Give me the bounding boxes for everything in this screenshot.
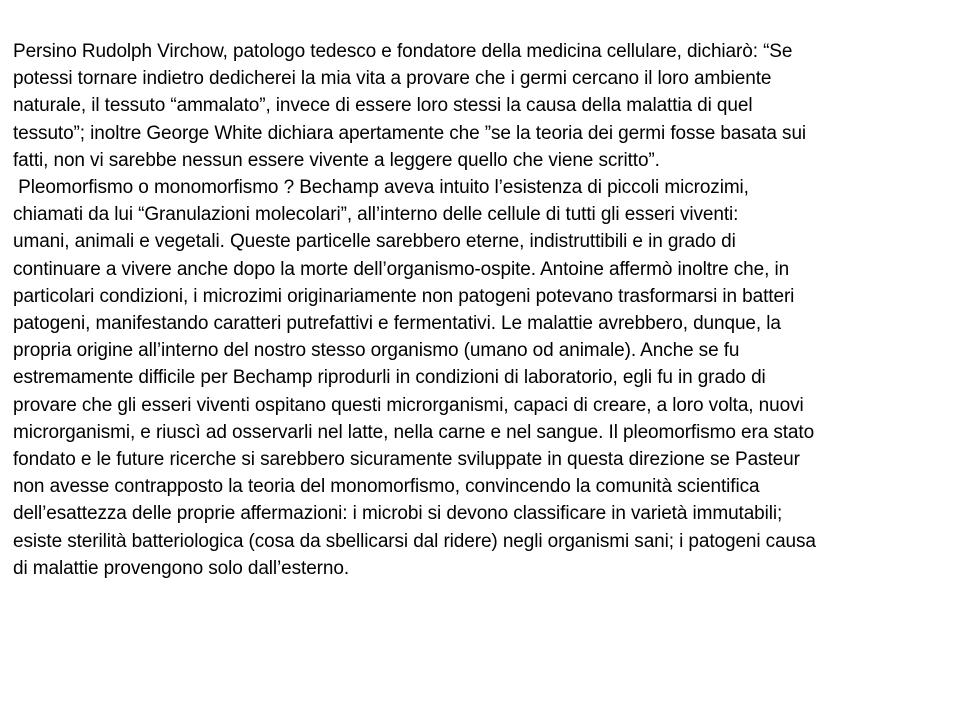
text-line: non avesse contrapposto la teoria del monomorfismo, convincendo la comunità scientifica [13, 476, 760, 498]
text-line: esiste sterilità batteriologica (cosa da sbellicarsi dal ridere) negli organismi sani; i patogeni causa [13, 530, 816, 552]
text-line: chiamati da lui “Granulazioni molecolari”, all’interno delle cellule di tutti gli esseri viventi: [13, 204, 739, 226]
text-line: propria origine all’interno del nostro stesso organismo (umano od animale). Anche se fu [13, 340, 740, 362]
text-line: patogeni, manifestando caratteri putrefattivi e fermentativi. Le malattie avrebbero, dunque, la [13, 313, 781, 335]
text-line: naturale, il tessuto “ammalato”, invece di essere loro stessi la causa della malattia di quel [13, 95, 753, 117]
text-line: di malattie provengono solo dall’esterno. [13, 557, 349, 579]
text-line: estremamente difficile per Bechamp riprodurli in condizioni di laboratorio, egli fu in grado di [13, 367, 766, 389]
text-line: microrganismi, e riuscì ad osservarli nel latte, nella carne e nel sangue. Il pleomorfismo era stato [13, 421, 815, 443]
text-line: Pleomorfismo o monomorfismo ? Bechamp aveva intuito l’esistenza di piccoli microzimi, [13, 177, 749, 199]
text-line: umani, animali e vegetali. Queste particelle sarebbero eterne, indistruttibili e in grado di [13, 231, 736, 253]
text-line: dell’esattezza delle proprie affermazioni: i microbi si devono classificare in varietà immutabili; [13, 503, 783, 525]
text-line: tessuto”; inoltre George White dichiara apertamente che ”se la teoria dei germi fosse basata sui [13, 122, 807, 144]
text-line: particolari condizioni, i microzimi originariamente non patogeni potevano trasformarsi in batteri [13, 285, 795, 307]
text-line: continuare a vivere anche dopo la morte dell’organismo-ospite. Antoine affermò inoltre che, in [13, 258, 790, 280]
text-line: fondato e le future ricerche si sarebbero sicuramente sviluppate in questa direzione se Pasteur [13, 449, 800, 471]
text-line: Persino Rudolph Virchow, patologo tedesco e fondatore della medicina cellulare, dichiarò: “Se [13, 41, 793, 62]
text-line: potessi tornare indietro dedicherei la mia vita a provare che i germi cercano il loro ambiente [13, 68, 772, 90]
body-text [13, 38, 953, 582]
text-line: provare che gli esseri viventi ospitano questi microrganismi, capaci di creare, a loro volta, nuovi [13, 394, 804, 416]
text-line: fatti, non vi sarebbe nessun essere vivente a leggere quello che viene scritto”. [13, 149, 660, 171]
